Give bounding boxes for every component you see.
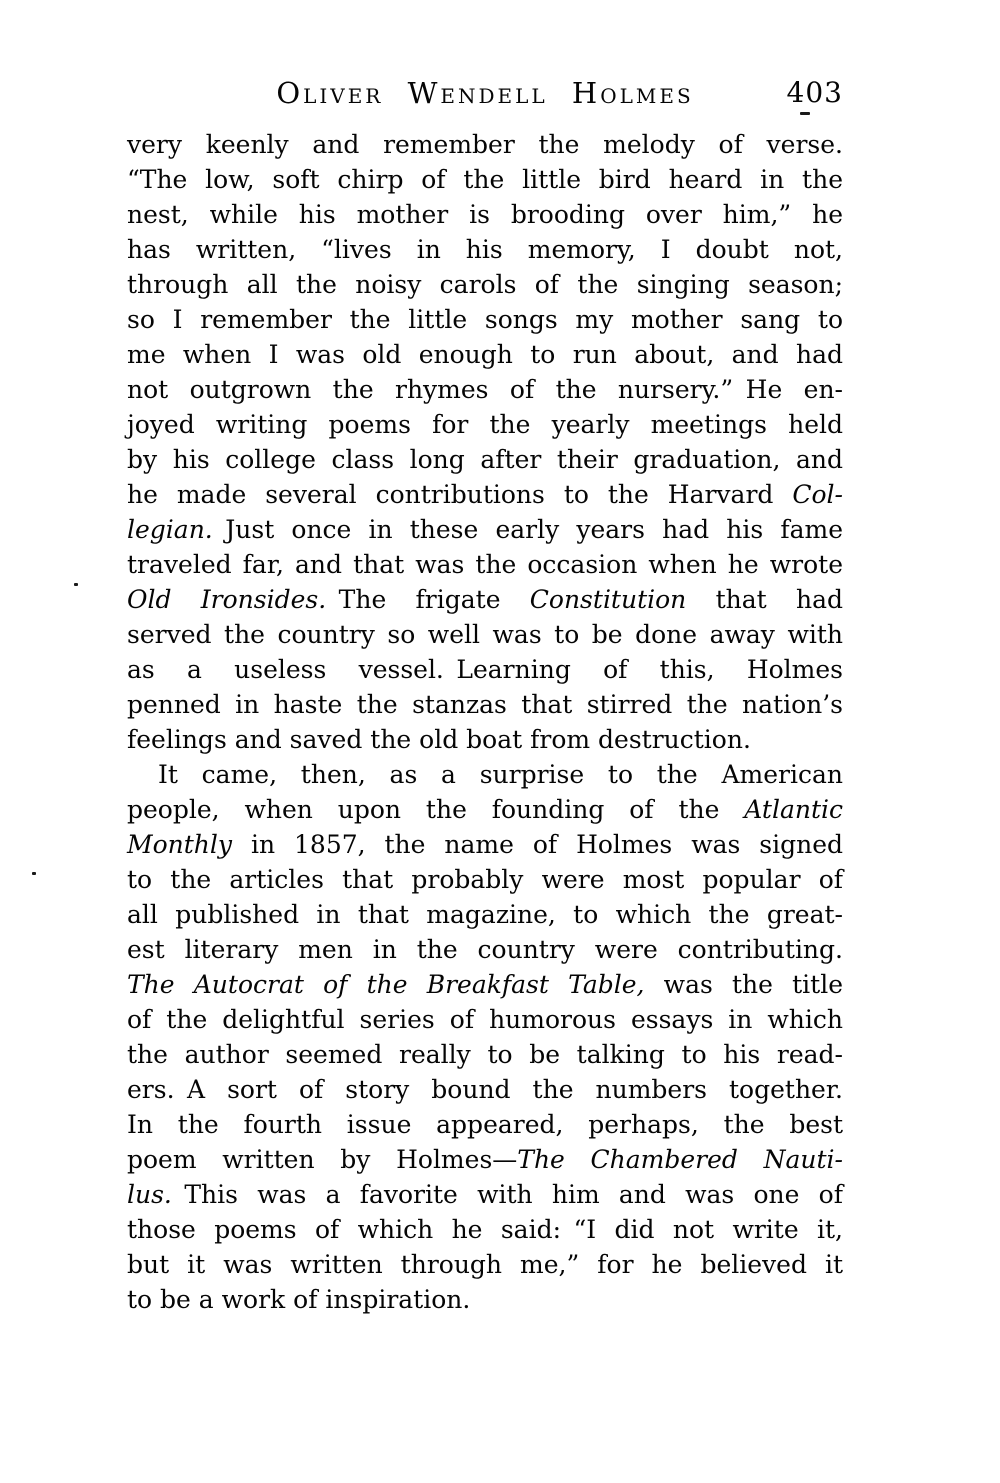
text-segment: the author seemed really to be talking to his read- [127,1040,843,1069]
text-segment: “The low, soft chirp of the little bird heard in the [127,165,843,194]
text-segment: joyed writing poems for the yearly meetings held [127,410,843,439]
text-segment: traveled far, and that was the occasion when he wrote [127,550,843,579]
body-text [127,127,843,1317]
running-title: Oliver Wendell Holmes [276,76,694,110]
text-line [127,162,843,197]
italic-text-segment: Old Ironsides. [127,585,327,614]
italic-text-segment: The Chambered Nauti- [517,1145,843,1174]
text-line [127,337,843,372]
italic-text-segment: Constitution [529,585,687,614]
text-segment: nest, while his mother is brooding over him,” he [127,200,843,229]
text-segment: very keenly and remember the melody of verse. [127,130,843,159]
text-line [127,757,843,792]
text-line [127,827,843,862]
text-line [127,372,843,407]
text-line [127,1282,843,1317]
text-line [127,302,843,337]
text-segment: In the fourth issue appeared, perhaps, the best [127,1110,843,1139]
text-line [127,547,843,582]
text-segment: ers. A sort of story bound the numbers together. [127,1075,843,1104]
text-segment: people, when upon the founding of the [127,795,745,824]
text-segment: by his college class long after their graduation, and [127,445,843,474]
scan-artifact-speck [74,583,78,586]
text-line [127,1177,843,1212]
text-segment: was the title [644,970,843,999]
italic-text-segment: The Autocrat of the Breakfast Table, [127,970,645,999]
text-segment: poem written by Holmes— [127,1145,518,1174]
italic-text-segment: Atlantic [744,795,843,824]
text-line [127,687,843,722]
text-line [127,1142,843,1177]
text-line [127,477,843,512]
text-segment: It came, then, as a surprise to the American [158,760,843,789]
text-segment: not outgrown the rhymes of the nursery.” He en- [127,375,843,404]
text-segment: served the country so well was to be done away with [127,620,843,649]
text-segment: he made several contributions to the Harvard [127,480,793,509]
text-line [127,267,843,302]
text-line [127,1247,843,1282]
text-segment: through all the noisy carols of the singing season; [127,270,843,299]
text-line [127,1107,843,1142]
text-segment: so I remember the little songs my mother sang to [127,305,843,334]
text-line [127,652,843,687]
text-line [127,862,843,897]
text-segment: This was a favorite with him and was one of [171,1180,843,1209]
text-line [127,1072,843,1107]
text-line [127,1002,843,1037]
scan-artifact-dash [800,112,810,115]
text-segment: that had [686,585,843,614]
text-line [127,932,843,967]
page-header [127,76,843,110]
text-line [127,407,843,442]
text-line [127,1212,843,1247]
text-line [127,512,843,547]
text-segment: to the articles that probably were most popular of [127,865,843,894]
text-line [127,617,843,652]
text-segment: but it was written through me,” for he believed it [127,1250,843,1279]
text-segment: me when I was old enough to run about, and had [127,340,843,369]
text-segment: Just once in these early years had his fame [212,515,843,544]
text-segment: as a useless vessel. Learning of this, Holmes [127,655,843,684]
text-line [127,582,843,617]
italic-text-segment: Col- [792,480,843,509]
italic-text-segment: Monthly [127,830,233,859]
text-line [127,232,843,267]
text-line [127,442,843,477]
italic-text-segment: lus. [127,1180,172,1209]
text-segment: has written, “lives in his memory, I doubt not, [127,235,843,264]
text-segment: est literary men in the country were contributing. [127,935,843,964]
text-segment: The frigate [326,585,530,614]
text-line [127,792,843,827]
text-segment: in 1857, the name of Holmes was signed [232,830,843,859]
text-segment: feelings and saved the old boat from destruction. [127,725,751,754]
text-line [127,897,843,932]
text-line [127,722,843,757]
text-segment: those poems of which he said: “I did not write it, [127,1215,843,1244]
italic-text-segment: legian. [127,515,213,544]
scan-artifact-speck [32,872,36,875]
text-segment: penned in haste the stanzas that stirred the nation’s [127,690,843,719]
text-line [127,127,843,162]
text-line [127,1037,843,1072]
text-line [127,967,843,1002]
text-segment: all published in that magazine, to which the great- [127,900,843,929]
text-segment: of the delightful series of humorous essays in which [127,1005,843,1034]
page-number: 403 [786,76,843,109]
text-segment: to be a work of inspiration. [127,1285,471,1314]
text-line [127,197,843,232]
